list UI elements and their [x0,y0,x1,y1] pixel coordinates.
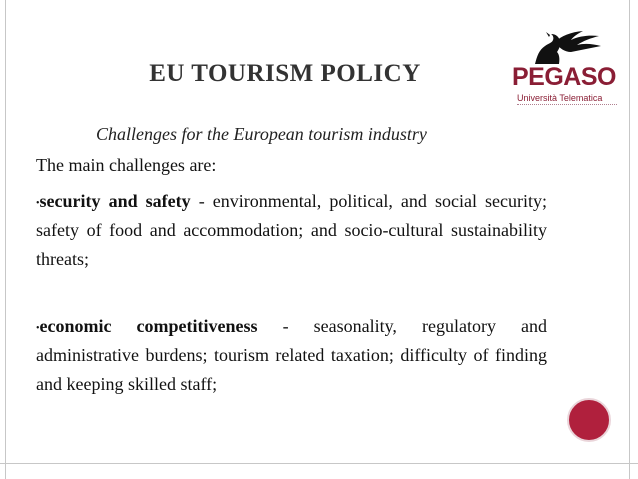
logo-fine-print [517,104,617,108]
slide-subtitle: Challenges for the European tourism industry [96,124,427,144]
frame-bottom-line [0,463,638,464]
challenge-description: - environmental, political, and social security; safety of food and accommodation; and socio-cultural sustainability threats; [36,191,547,269]
pegaso-logo [505,30,625,110]
frame-right-line [629,0,630,479]
frame-left-line [5,0,6,479]
pegasus-horse-icon [505,30,625,66]
bullet-marker: • [36,323,40,334]
challenge-description: - seasonality, regulatory and administrative burdens; tourism related taxation; difficulty of finding and keeping skilled staff; [36,316,547,394]
challenge-economic-paragraph [36,312,547,399]
challenge-term: economic competitiveness [39,316,258,336]
logo-subtitle: Università Telematica [517,93,603,103]
intro-text: The main challenges are: [36,155,217,175]
bullet-marker: • [36,198,40,209]
challenge-term: security and safety [39,191,191,211]
challenge-security-paragraph [36,187,547,274]
logo-wordmark: PEGASO [512,63,616,91]
decorative-circle [567,398,611,442]
slide-title: EU TOURISM POLICY [149,60,421,87]
